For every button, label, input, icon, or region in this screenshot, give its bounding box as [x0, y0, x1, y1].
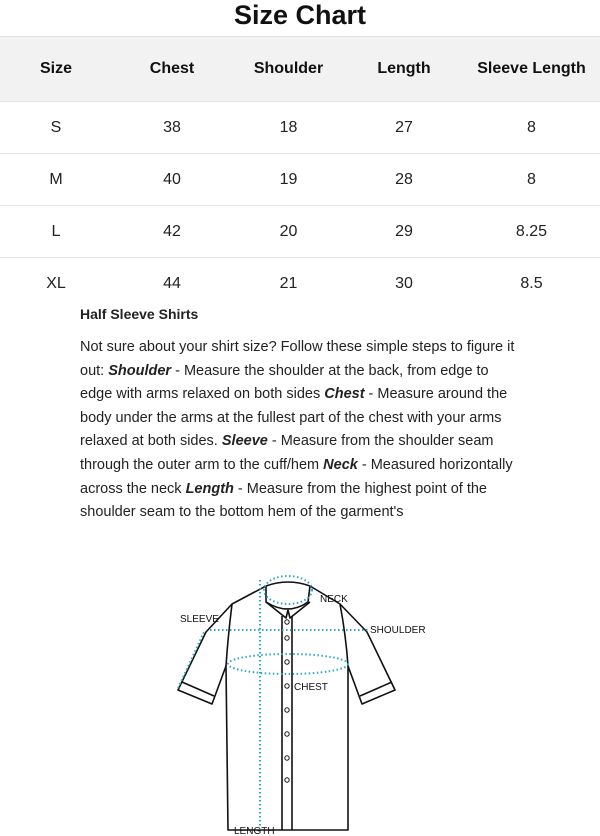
term-chest: Chest [324, 386, 365, 403]
cell-size: S [0, 102, 112, 154]
cell-shoulder: 18 [232, 102, 345, 154]
label-length: LENGTH [234, 826, 275, 836]
cell-sleeve-length: 8.5 [463, 258, 600, 310]
neck-instruction: - Measured horizontally across the neck [80, 456, 513, 497]
cell-length: 29 [345, 206, 463, 258]
chest-instruction: - Measure around the body under the arms at the fullest part of the chest with your arms relaxed at both sides. [80, 386, 508, 450]
cell-shoulder: 21 [232, 258, 345, 310]
cell-length: 30 [345, 258, 463, 310]
label-sleeve: SLEEVE [180, 614, 219, 625]
term-sleeve: Sleeve [221, 433, 268, 450]
cell-sleeve-length: 8.25 [463, 206, 600, 258]
table-row [0, 206, 600, 258]
header-chest: Chest [112, 37, 232, 102]
cell-length: 28 [345, 154, 463, 206]
cell-chest: 40 [112, 154, 232, 206]
label-neck: NECK [320, 594, 348, 605]
label-chest: CHEST [294, 682, 328, 693]
cell-shoulder: 20 [232, 206, 345, 258]
shirt-buttons [285, 620, 289, 782]
cell-size: M [0, 154, 112, 206]
measurement-instructions [80, 336, 520, 525]
header-sleeve-length: Sleeve Length [463, 37, 600, 102]
label-shoulder: SHOULDER [370, 625, 426, 636]
shoulder-instruction: - Measure the shoulder at the back, from edge to edge with arms relaxed on both sides [80, 362, 489, 403]
cell-chest: 44 [112, 258, 232, 310]
page-title: Size Chart [233, 0, 367, 30]
cell-length: 27 [345, 102, 463, 154]
sleeve-instruction: - Measure from the shoulder seam through the outer arm to the cuff/hem [80, 433, 494, 473]
cell-sleeve-length: 8 [463, 102, 600, 154]
term-neck: Neck [323, 456, 358, 473]
size-table [0, 36, 600, 309]
shirt-measurement-diagram [170, 566, 430, 836]
cell-chest: 42 [112, 206, 232, 258]
instructions-intro: Not sure about your shirt size? Follow these simple steps to figure it out: [80, 339, 515, 379]
term-shoulder: Shoulder [108, 362, 172, 379]
term-length: Length [185, 480, 234, 497]
section-heading: Half Sleeve Shirts [80, 306, 199, 322]
length-instruction: - Measure from the highest point of the shoulder seam to the bottom hem of the garment's [80, 480, 487, 521]
cell-size: XL [0, 258, 112, 310]
table-row [0, 102, 600, 154]
cell-size: L [0, 206, 112, 258]
cell-sleeve-length: 8 [463, 154, 600, 206]
header-length: Length [345, 37, 463, 102]
header-shoulder: Shoulder [232, 37, 345, 102]
table-row [0, 258, 600, 310]
cell-shoulder: 19 [232, 154, 345, 206]
table-row [0, 154, 600, 206]
table-header-row [0, 37, 600, 102]
cell-chest: 38 [112, 102, 232, 154]
header-size: Size [0, 37, 112, 102]
